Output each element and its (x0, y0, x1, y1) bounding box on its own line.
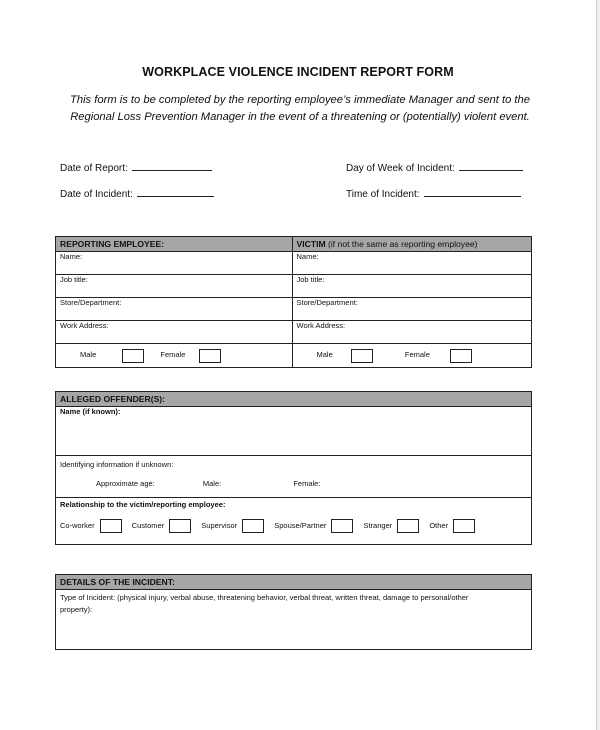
offender-male-label[interactable]: Male: (202, 479, 222, 488)
date-of-report-field[interactable] (60, 161, 212, 174)
date-of-report-line[interactable] (132, 161, 212, 171)
other-label: Other (429, 520, 449, 530)
offender-identifying-label: Identifying information if unknown: (60, 460, 174, 469)
reporting-male-label: Male (80, 350, 97, 360)
reporting-female-checkbox[interactable] (199, 349, 221, 363)
date-of-incident-label: Date of Incident: (60, 189, 133, 200)
victim-address-cell[interactable] (292, 321, 532, 344)
date-of-incident-field[interactable] (60, 187, 214, 200)
victim-address-label: Work Address: (296, 321, 346, 330)
reporting-address-cell[interactable] (56, 321, 293, 344)
offender-female-label[interactable]: Female: (293, 479, 321, 488)
reporting-name-cell[interactable] (56, 252, 293, 275)
offender-name-cell[interactable] (56, 407, 532, 456)
incident-details-header: DETAILS OF THE INCIDENT: (56, 575, 532, 590)
spouse-checkbox[interactable] (331, 519, 353, 533)
victim-store-label: Store/Department: (296, 298, 358, 307)
reporting-female-label: Female (160, 350, 186, 360)
relationship-label: Relationship to the victim/reporting employee: (60, 500, 226, 509)
reporting-male-checkbox[interactable] (122, 349, 144, 363)
victim-female-label: Female (404, 350, 430, 360)
time-of-incident-field[interactable] (346, 187, 521, 200)
victim-male-checkbox[interactable] (351, 349, 373, 363)
day-of-week-line[interactable] (459, 161, 523, 171)
offender-relationship-cell (56, 498, 532, 545)
victim-job-title-cell[interactable] (292, 275, 532, 298)
day-of-week-label: Day of Week of Incident: (346, 163, 455, 174)
supervisor-label: Supervisor (201, 520, 238, 530)
coworker-checkbox[interactable] (100, 519, 122, 533)
intro-line-1: This form is to be completed by the reporting employee’s immediate Manager and sent to the (70, 94, 530, 106)
reporting-name-label: Name: (60, 252, 83, 261)
victim-name-label: Name: (296, 252, 319, 261)
other-checkbox[interactable] (453, 519, 475, 533)
reporting-store-cell[interactable] (56, 298, 293, 321)
approx-age-label[interactable]: Approximate age: (96, 479, 155, 488)
incident-details-table (55, 574, 532, 650)
coworker-label: Co-worker (60, 520, 95, 530)
victim-header-title: VICTIM (296, 239, 326, 249)
offender-name-label: Name (if known): (60, 407, 121, 416)
reporting-store-label: Store/Department: (60, 298, 122, 307)
time-of-incident-label: Time of Incident: (346, 189, 420, 200)
reporting-address-label: Work Address: (60, 321, 109, 330)
time-of-incident-line[interactable] (424, 187, 521, 197)
victim-female-checkbox[interactable] (450, 349, 472, 363)
relationship-options (60, 519, 527, 533)
alleged-offender-header: ALLEGED OFFENDER(S): (56, 392, 532, 407)
victim-gender-cell (292, 344, 532, 368)
victim-male-label: Male (316, 350, 333, 360)
reporting-job-title-cell[interactable] (56, 275, 293, 298)
victim-header (292, 237, 532, 252)
reporting-gender-cell (56, 344, 293, 368)
stranger-checkbox[interactable] (397, 519, 419, 533)
victim-store-cell[interactable] (292, 298, 532, 321)
spouse-label: Spouse/Partner (274, 520, 327, 530)
stranger-label: Stranger (363, 520, 393, 530)
intro-line-2: Regional Loss Prevention Manager in the event of a threatening or (potentially) violent event. (70, 111, 530, 123)
day-of-week-field[interactable] (346, 161, 523, 174)
customer-label: Customer (131, 520, 165, 530)
incident-type-line-2: property): (60, 605, 93, 614)
victim-header-note: (if not the same as reporting employee) (328, 239, 478, 249)
customer-checkbox[interactable] (169, 519, 191, 533)
incident-type-line-1: Type of Incident: (physical injury, verbal abuse, threatening behavior, verbal threat, written threat, damage to personal/other (60, 593, 469, 602)
reporting-job-title-label: Job title: (60, 275, 88, 284)
incident-type-cell[interactable] (56, 590, 532, 650)
victim-name-cell[interactable] (292, 252, 532, 275)
offender-traits-row (60, 479, 527, 488)
employee-victim-table (55, 236, 532, 368)
form-title: WORKPLACE VIOLENCE INCIDENT REPORT FORM (142, 65, 454, 79)
alleged-offender-table (55, 391, 532, 545)
reporting-employee-header: REPORTING EMPLOYEE: (56, 237, 293, 252)
victim-job-title-label: Job title: (296, 275, 325, 284)
date-of-report-label: Date of Report: (60, 163, 128, 174)
supervisor-checkbox[interactable] (242, 519, 264, 533)
form-intro (40, 92, 560, 126)
offender-identifying-cell (56, 456, 532, 498)
date-of-incident-line[interactable] (137, 187, 214, 197)
